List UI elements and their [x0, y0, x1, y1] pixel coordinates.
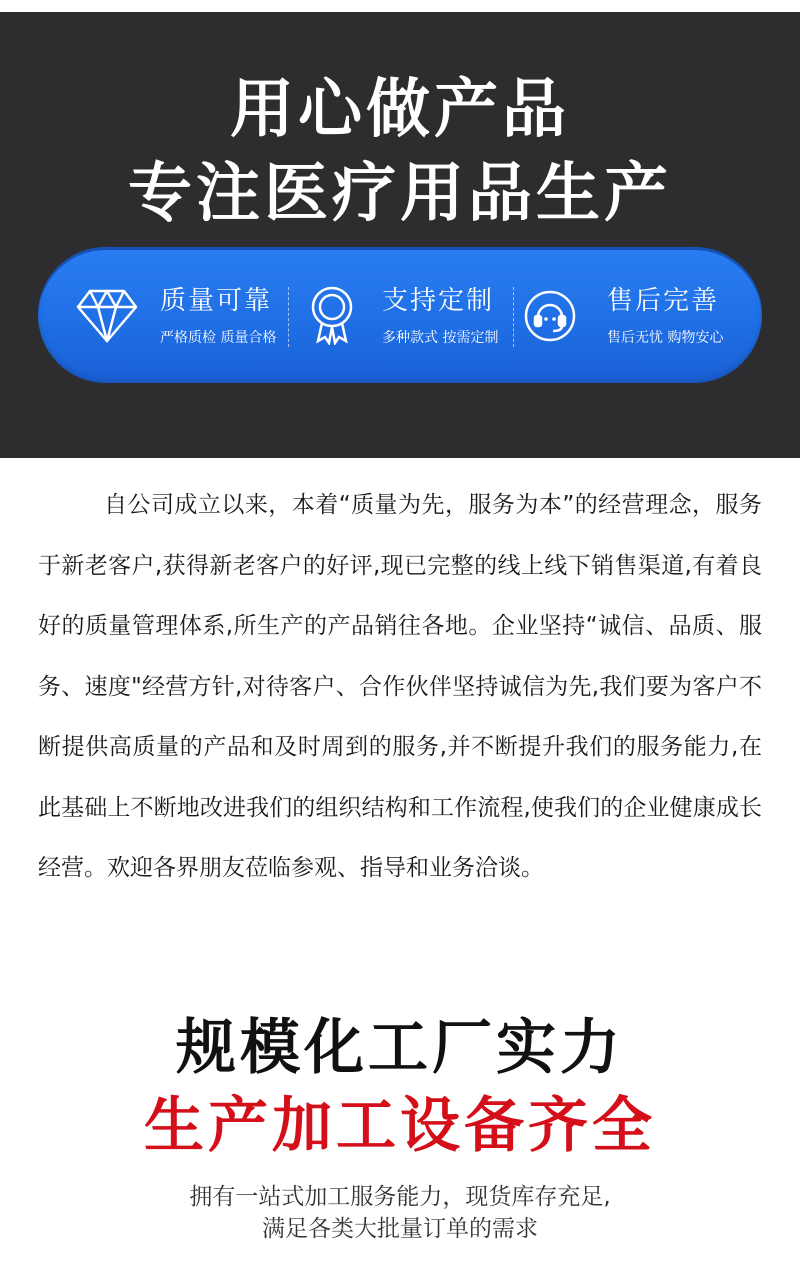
feature-subtitle: 严格质检 质量合格 — [160, 330, 277, 346]
award-badge-icon — [310, 285, 354, 345]
features-pill — [38, 247, 762, 383]
hero-headline: 用心做产品 — [230, 73, 570, 147]
feature-subtitle: 多种款式 按需定制 — [382, 330, 499, 346]
feature-after-sales — [513, 247, 762, 383]
factory-strength-heading: 规模化工厂实力 — [176, 1013, 624, 1083]
feature-subtitle: 售后无忧 购物安心 — [607, 330, 724, 346]
feature-title: 支持定制 — [382, 286, 495, 316]
feature-quality — [38, 247, 288, 383]
hero-subheadline: 专注医疗用品生产 — [128, 157, 672, 231]
feature-title: 售后完善 — [607, 286, 720, 316]
customer-service-icon — [523, 289, 577, 343]
company-intro-paragraph: 自公司成立以来，本着“质量为先，服务为本”的经营理念，服务于新老客户,获得新老客户的好评,现已完整的线上线下销售渠道,有着良好的质量管理体系,所生产的产品销往各地。企业坚持“诚信、品质、服务、速度"经营方针,对待客户、合作伙伴坚持诚信为先,我们要为客户不断提供高质量的产品和及时周到的服务,并不断提升我们的服务能力,在此基础上不断地改进我们的组织结构和工作流程,使我们的企业健康成长经营。欢迎各界朋友莅临参观、指导和业务洽谈。 — [38, 492, 762, 881]
diamond-icon — [76, 287, 138, 343]
feature-customization — [288, 247, 513, 383]
section-description-line1: 拥有一站式加工服务能力，现货库存充足, — [189, 1184, 611, 1210]
equipment-heading: 生产加工设备齐全 — [144, 1091, 656, 1161]
hero-banner — [0, 12, 800, 458]
feature-title: 质量可靠 — [160, 286, 273, 316]
section-description-line2: 满足各类大批量订单的需求 — [262, 1216, 538, 1242]
